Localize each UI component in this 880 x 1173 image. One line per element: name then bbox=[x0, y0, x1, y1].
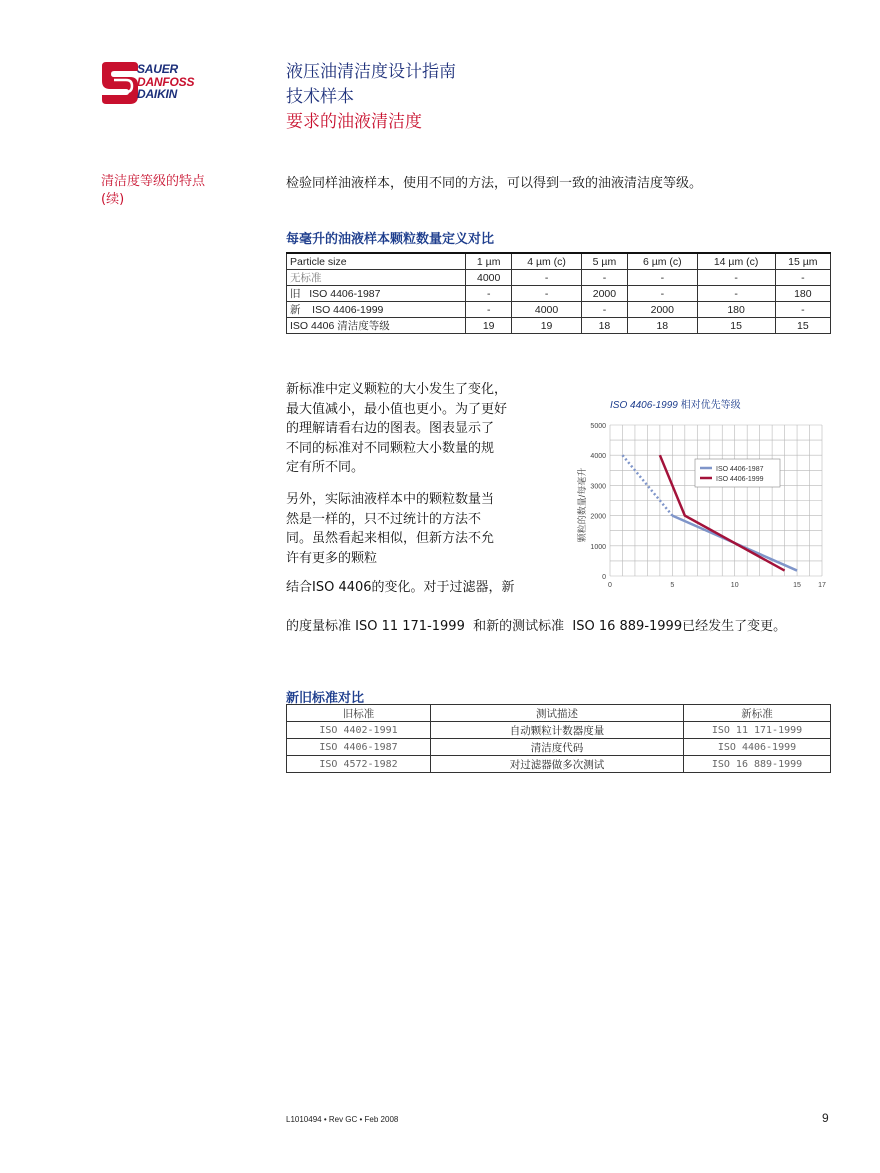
x-tick-label: 15 bbox=[793, 582, 801, 589]
table-header-cell: 14 µm (c) bbox=[697, 253, 775, 270]
table-cell: 清洁度代码 bbox=[431, 739, 684, 756]
table-cell: ISO 4572-1982 bbox=[287, 756, 431, 773]
body-paragraph-3-line1: 结合ISO 4406的变化。对于过滤器，新 bbox=[286, 580, 515, 595]
y-tick-label: 2000 bbox=[590, 513, 606, 521]
text-line: 的理解请看右边的图表。图表显示了 bbox=[286, 421, 495, 436]
table-cell: - bbox=[466, 302, 512, 318]
table-cell: 无标准 bbox=[287, 270, 466, 286]
table-header-cell: Particle size bbox=[287, 253, 466, 270]
table-cell: - bbox=[581, 302, 627, 318]
table-cell: - bbox=[775, 302, 830, 318]
table-cell: 18 bbox=[581, 318, 627, 334]
table-cell: 2000 bbox=[581, 286, 627, 302]
table-cell: 18 bbox=[628, 318, 697, 334]
table-cell: - bbox=[628, 270, 697, 286]
table-cell: - bbox=[628, 286, 697, 302]
table1-title: 每毫升的油液样本颗粒数量定义对比 bbox=[286, 232, 495, 247]
y-tick-label: 5000 bbox=[590, 423, 606, 430]
table-header-cell: 5 µm bbox=[581, 253, 627, 270]
page-number: 9 bbox=[822, 1111, 829, 1125]
table-header-row bbox=[287, 705, 831, 722]
text-line: 不同的标准对不同颗粒大小数量的规 bbox=[286, 440, 495, 456]
footer-doc-number: L1010494 • Rev GC • Feb 2008 bbox=[286, 1115, 399, 1124]
text-line: 然是一样的，只不过统计的方法不 bbox=[286, 511, 482, 527]
table2-title: 新旧标准对比 bbox=[286, 691, 365, 706]
text-line: 新标准中定义颗粒的大小发生了变化， bbox=[286, 382, 508, 397]
legend-label: ISO 4406-1999 bbox=[716, 476, 764, 483]
table-cell: ISO 4406 清洁度等级 bbox=[287, 318, 466, 334]
table-cell: - bbox=[697, 270, 775, 286]
body-paragraph-2 bbox=[286, 490, 536, 568]
text-line: 最大值减小，最小值也更小。为了更好 bbox=[286, 401, 508, 417]
y-tick-label: 3000 bbox=[590, 483, 606, 491]
table-cell: 4000 bbox=[512, 302, 581, 318]
logo-daikin: DAIKIN bbox=[137, 87, 178, 101]
table-cell: - bbox=[697, 286, 775, 302]
sidebar-title bbox=[101, 173, 205, 209]
chart-y-label: 颗粒的数量/每毫升 bbox=[577, 467, 587, 543]
table-cell: 19 bbox=[512, 318, 581, 334]
table-cell: - bbox=[581, 270, 627, 286]
y-tick-label: 1000 bbox=[590, 543, 606, 551]
table-cell: ISO 4406-1987 bbox=[287, 739, 431, 756]
y-tick-label: 4000 bbox=[590, 453, 606, 461]
document-header bbox=[286, 60, 456, 135]
table-cell: 180 bbox=[775, 286, 830, 302]
table-header-cell: 15 µm bbox=[775, 253, 830, 270]
table-cell: 自动颗粒计数器度量 bbox=[431, 722, 684, 739]
legend-label: ISO 4406-1987 bbox=[716, 466, 764, 473]
table-header-cell: 测试描述 bbox=[431, 705, 684, 722]
table-header-cell: 旧标准 bbox=[287, 705, 431, 722]
table-cell: 15 bbox=[697, 318, 775, 334]
table-cell: ISO 4406-1999 bbox=[684, 739, 831, 756]
table-row bbox=[287, 286, 831, 302]
header-section: 要求的油液清洁度 bbox=[286, 112, 422, 132]
intro-paragraph: 检验同样油液样本，使用不同的方法，可以得到一致的油液清洁度等级。 bbox=[286, 176, 703, 191]
table-header-row bbox=[287, 253, 831, 270]
text-line: 同。虽然看起来相似，但新方法不允 bbox=[286, 531, 495, 546]
chart-axes bbox=[590, 423, 826, 589]
cleanliness-chart bbox=[560, 390, 850, 595]
logo-text bbox=[137, 63, 194, 101]
table-cell: 180 bbox=[697, 302, 775, 318]
table-cell: 19 bbox=[466, 318, 512, 334]
table-cell: 新 ISO 4406-1999 bbox=[287, 302, 466, 318]
chart-title: ISO 4406-1999 相对优先等级 bbox=[610, 400, 741, 411]
table-row bbox=[287, 756, 831, 773]
text-line: 定有所不同。 bbox=[286, 460, 365, 475]
table-header-cell: 新标准 bbox=[684, 705, 831, 722]
sidebar-title-line2: (续) bbox=[101, 192, 125, 207]
table-cell: - bbox=[512, 270, 581, 286]
table-row bbox=[287, 302, 831, 318]
x-tick-label: 17 bbox=[818, 582, 826, 589]
chart-grid bbox=[610, 425, 822, 576]
sidebar-title-line1: 清洁度等级的特点 bbox=[101, 174, 206, 189]
table-cell: ISO 11 171-1999 bbox=[684, 722, 831, 739]
table-cell: 旧 ISO 4406-1987 bbox=[287, 286, 466, 302]
table-cell: 对过滤器做多次测试 bbox=[431, 756, 684, 773]
header-subtitle: 技术样本 bbox=[286, 87, 354, 107]
text-line: 另外，实际油液样本中的颗粒数量当 bbox=[286, 492, 495, 507]
logo-danfoss: DANFOSS bbox=[137, 74, 195, 89]
table-cell: ISO 4402-1991 bbox=[287, 722, 431, 739]
table-cell: 4000 bbox=[466, 270, 512, 286]
table-cell: 2000 bbox=[628, 302, 697, 318]
body-paragraph-1 bbox=[286, 380, 536, 478]
table-header-cell: 6 µm (c) bbox=[628, 253, 697, 270]
particle-definition-table bbox=[286, 252, 831, 334]
table-cell: - bbox=[466, 286, 512, 302]
body-paragraph-3-line2: 的度量标准 ISO 11 171-1999 和新的测试标准 ISO 16 889-1999已经发生了变更。 bbox=[286, 619, 787, 634]
text-line: 许有更多的颗粒 bbox=[286, 550, 378, 566]
table-row bbox=[287, 318, 831, 334]
header-title: 液压油清洁度设计指南 bbox=[286, 62, 456, 82]
table-header-cell: 4 µm (c) bbox=[512, 253, 581, 270]
table-row bbox=[287, 722, 831, 739]
y-tick-label: 0 bbox=[602, 574, 606, 581]
table-row bbox=[287, 739, 831, 756]
chart-legend bbox=[695, 459, 780, 487]
table-cell: ISO 16 889-1999 bbox=[684, 756, 831, 773]
standards-comparison-table bbox=[286, 704, 831, 773]
logo-sauer: SAUER bbox=[137, 62, 179, 76]
x-tick-label: 0 bbox=[608, 582, 612, 589]
x-tick-label: 5 bbox=[670, 582, 675, 589]
table-cell: - bbox=[775, 270, 830, 286]
table-row bbox=[287, 270, 831, 286]
table-cell: - bbox=[512, 286, 581, 302]
table-cell: 15 bbox=[775, 318, 830, 334]
x-tick-label: 10 bbox=[730, 582, 739, 589]
table-header-cell: 1 µm bbox=[466, 253, 512, 270]
